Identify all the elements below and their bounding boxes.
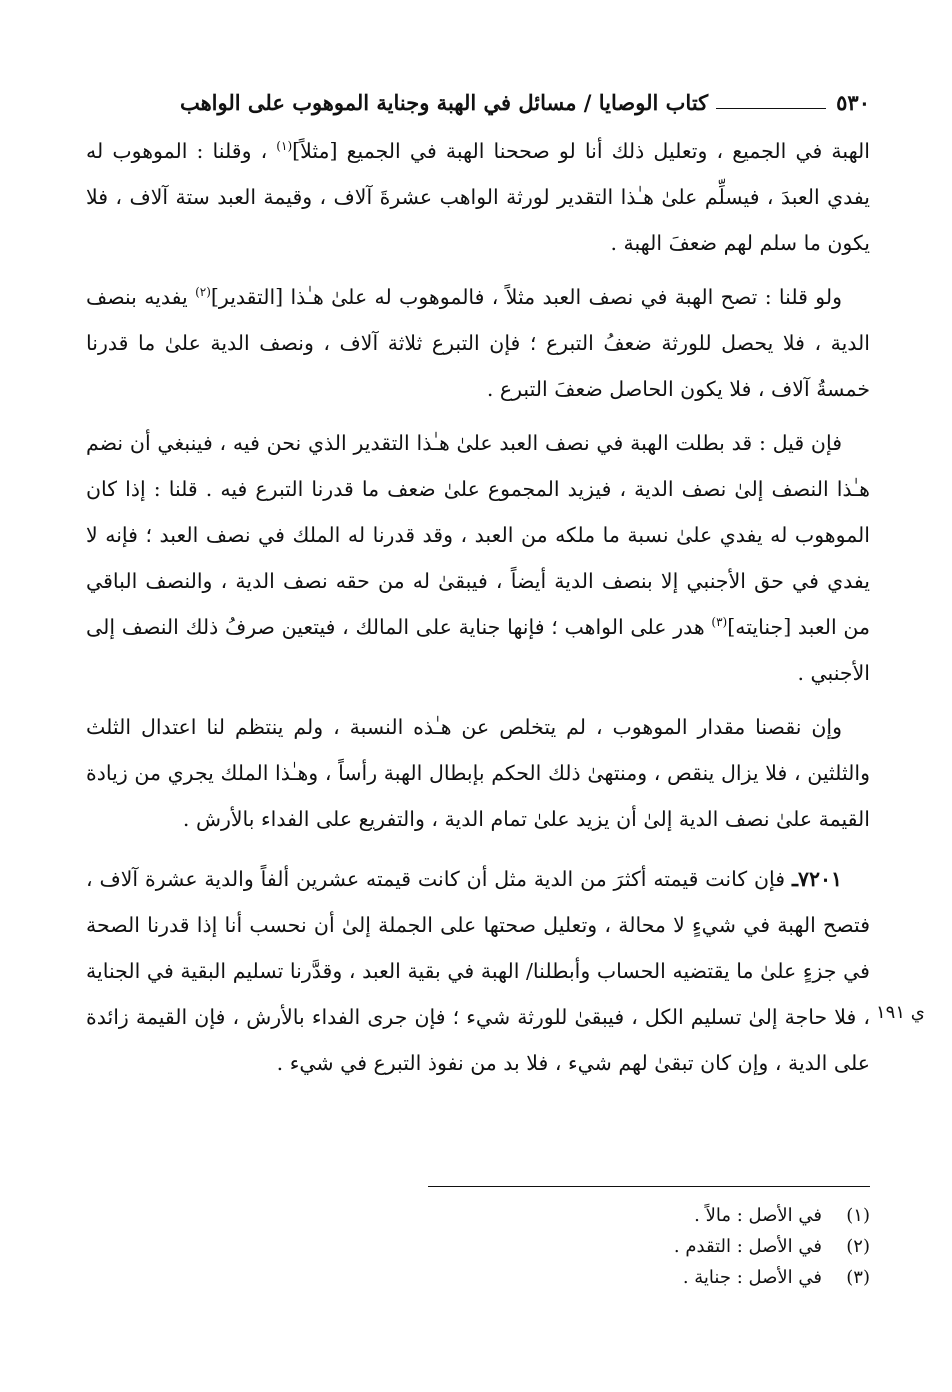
- footnote-text: في الأصل : جناية .: [682, 1267, 822, 1288]
- paragraph-text: يفديه بنصف الدية ، فلا يحصل للورثة ضعفُ التبرع ؛ فإن التبرع ثلاثة آلاف ، ونصف الدية علىٰ ما قدرنا خمسةُ آلاف ، فلا يكون الحاصل ضعفَ التبرع .: [86, 285, 870, 401]
- footnote-ref: (٣): [711, 615, 728, 630]
- paragraph: [86, 420, 870, 696]
- footnote-text: في الأصل : التقدم .: [673, 1236, 822, 1257]
- paragraph: [86, 128, 870, 266]
- footnote-ref: (٢): [195, 285, 211, 300]
- footnote-text: في الأصل : مالاً .: [694, 1205, 822, 1226]
- footnote-number: (٣): [846, 1267, 870, 1288]
- paragraph-text: فإن قيل : قد بطلت الهبة في نصف العبد علىٰ هـٰذا التقدير الذي نحن فيه ، فينبغي أن نضم هـٰذا النصف إلىٰ نصف الدية ، فيزيد المجموع علىٰ ضعف ما قدرنا التبرع فيه . قلنا : إذا كان الموهوب له يفدي علىٰ نسبة ما ملكه من العبد ، وقد قدرنا له الملك في نصف العبد ؛ فإنه لا يفدي في حق الأجنبي إلا بنصف الدية أيضاً ، فيبقىٰ له من حقه نصف الدية ، والنصف الباقي من العبد [جنايته]: [86, 431, 870, 639]
- paragraph-text: الهبة في الجميع ، وتعليل ذلك أنا لو صححنا الهبة في الجميع [مثلاً]: [292, 139, 870, 163]
- paragraph-text: ولو قلنا : تصح الهبة في نصف العبد مثلاً ، فالموهوب له علىٰ هـٰذا [التقدير]: [210, 285, 842, 309]
- footnote: [86, 1231, 870, 1262]
- footnote: [86, 1200, 870, 1231]
- paragraph-text: وإن نقصنا مقدار الموهوب ، لم يتخلص عن هـٰذه النسبة ، ولم ينتظم لنا اعتدال الثلث والثلثين ، فلا يزال ينقص ، ومنتهىٰ ذلك الحكم بإبطال الهبة رأساً ، وهـٰذا الملك يجري من زيادة القيمة علىٰ نصف الدية إلىٰ أن يزيد علىٰ تمام الدية ، والتفريع على الفداء بالأرش .: [86, 715, 870, 831]
- footnote-number: (١): [846, 1205, 870, 1226]
- header-title: كتاب الوصايا / مسائل في الهبة وجناية الموهوب على الواهب: [179, 89, 709, 115]
- paragraph-number: ٧٢٠١ـ: [791, 867, 842, 891]
- body-text: [86, 128, 870, 1094]
- paragraph: [86, 704, 870, 842]
- footnote-ref: (١): [276, 139, 293, 154]
- footnote: [86, 1262, 870, 1293]
- paragraph: [86, 856, 870, 1086]
- header-rule: [716, 108, 826, 109]
- footnotes: [86, 1200, 870, 1293]
- page-number: ٥٣٠: [836, 89, 870, 115]
- paragraph-text: هدر على الواهب ؛ فإنها جناية على المالك ، فيتعين صرفُ ذلك النصف إلى الأجنبي .: [86, 615, 870, 685]
- paragraph: [86, 274, 870, 412]
- footnote-separator: [428, 1186, 870, 1187]
- paragraph-text: ، وقلنا : الموهوب له يفدي العبدَ ، فيسلِّم علىٰ هـٰذا التقدير لورثة الواهب عشرةَ آلاف ، وقيمة العبد ستة آلاف ، فلا يكون ما سلم لهم ضعفَ الهبة .: [86, 139, 870, 255]
- margin-folio-note: ي ١٩١: [876, 1002, 925, 1023]
- paragraph-text: فإن كانت قيمته أكثرَ من الدية مثل أن كانت قيمته عشرين ألفاً والدية عشرة آلاف ، فتصح الهبة في شيءٍ لا محالة ، وتعليل صحتها على الجملة إلىٰ أن نحسب أنا إذا قدرنا الصحة في جزءٍ علىٰ ما يقتضيه الحساب وأبطلنا/ الهبة في بقية العبد ، وقدَّرنا تسليم البقية في الجناية ، فلا حاجة إلىٰ تسليم الكل ، فيبقىٰ للورثة شيء ؛ فإن جرى الفداء بالأرش ، فإن القيمة زائدة على الدية ، وإن كان تبقىٰ لهم شيء ، فلا بد من نفوذ التبرع في شيء .: [86, 867, 870, 1075]
- footnote-number: (٢): [846, 1236, 870, 1257]
- running-header: [86, 82, 870, 122]
